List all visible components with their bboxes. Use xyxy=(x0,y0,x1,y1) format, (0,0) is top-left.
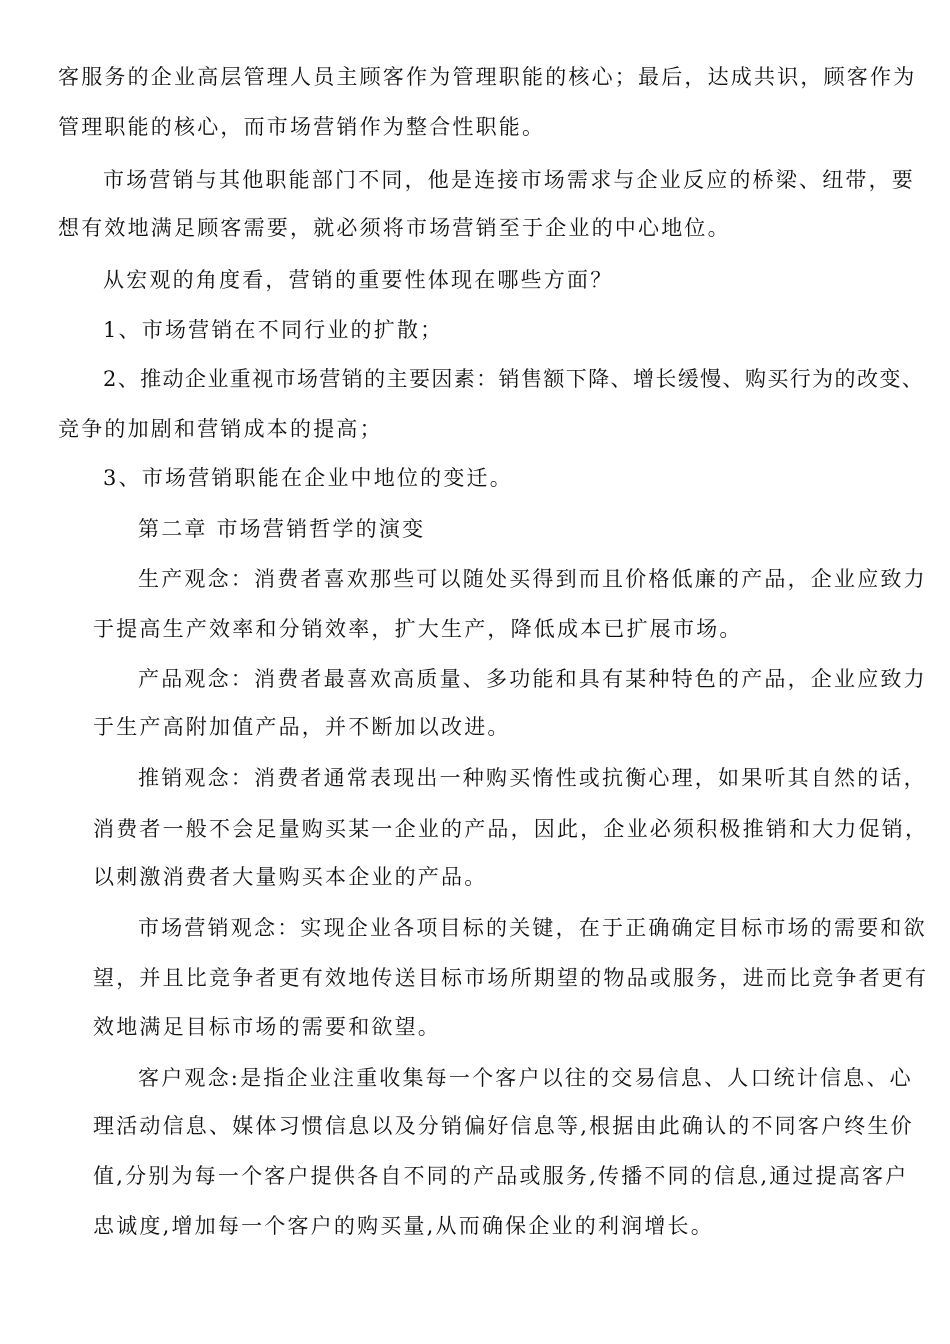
list-item-2-line-2: 竞争的加剧和营销成本的提高； xyxy=(58,417,383,441)
list-item-1: 1、市场营销在不同行业的扩散； xyxy=(103,318,444,342)
concept-customer-line-4: 忠诚度,增加每一个客户的购买量,从而确保企业的利润增长。 xyxy=(93,1214,714,1238)
macro-question: 从宏观的角度看，营销的重要性体现在哪些方面？ xyxy=(103,268,614,292)
concept-product-line-1: 产品观念：消费者最喜欢高质量、多功能和具有某种特色的产品，企业应致力 xyxy=(138,667,927,691)
paragraph-intro-line-1: 客服务的企业高层管理人员主顾客作为管理职能的核心；最后，达成共识，顾客作为 xyxy=(58,65,917,89)
chapter-heading: 第二章 市场营销哲学的演变 xyxy=(138,517,426,541)
concept-product-line-2: 于生产高附加值产品，并不断加以改进。 xyxy=(93,715,511,739)
list-item-3: 3、市场营销职能在企业中地位的变迁。 xyxy=(103,466,513,490)
concept-customer-line-2: 理活动信息、媒体习惯信息以及分销偏好信息等,根据由此确认的不同客户终生价 xyxy=(93,1114,914,1138)
concept-production-line-1: 生产观念：消费者喜欢那些可以随处买得到而且价格低廉的产品，企业应致力 xyxy=(138,567,927,591)
concept-selling-line-1: 推销观念：消费者通常表现出一种购买惰性或抗衡心理，如果听其自然的话， xyxy=(138,766,927,790)
list-item-2-line-1: 2、推动企业重视市场营销的主要因素：销售额下降、增长缓慢、购买行为的改变、 xyxy=(103,367,925,391)
concept-marketing-line-2: 望，并且比竞争者更有效地传送目标市场所期望的物品或服务，进而比竞争者更有 xyxy=(93,966,929,990)
concept-customer-line-3: 值,分别为每一个客户提供各自不同的产品或服务,传播不同的信息,通过提高客户 xyxy=(93,1164,909,1188)
concept-marketing-line-1: 市场营销观念：实现企业各项目标的关键，在于正确确定目标市场的需要和欲 xyxy=(138,916,927,940)
paragraph-bridge-line-1: 市场营销与其他职能部门不同，他是连接市场需求与企业反应的桥梁、纽带，要 xyxy=(103,168,915,192)
paragraph-intro-line-2: 管理职能的核心，而市场营销作为整合性职能。 xyxy=(58,115,546,139)
concept-selling-line-2: 消费者一般不会足量购买某一企业的产品，因此，企业必须积极推销和大力促销， xyxy=(93,817,929,841)
paragraph-bridge-line-2: 想有效地满足顾客需要，就必须将市场营销至于企业的中心地位。 xyxy=(58,216,731,240)
concept-production-line-2: 于提高生产效率和分销效率，扩大生产，降低成本已扩展市场。 xyxy=(93,617,743,641)
concept-selling-line-3: 以刺激消费者大量购买本企业的产品。 xyxy=(93,865,488,889)
concept-marketing-line-3: 效地满足目标市场的需要和欲望。 xyxy=(93,1015,441,1039)
concept-customer-line-1: 客户观念:是指企业注重收集每一个客户以往的交易信息、人口统计信息、心 xyxy=(138,1066,913,1090)
